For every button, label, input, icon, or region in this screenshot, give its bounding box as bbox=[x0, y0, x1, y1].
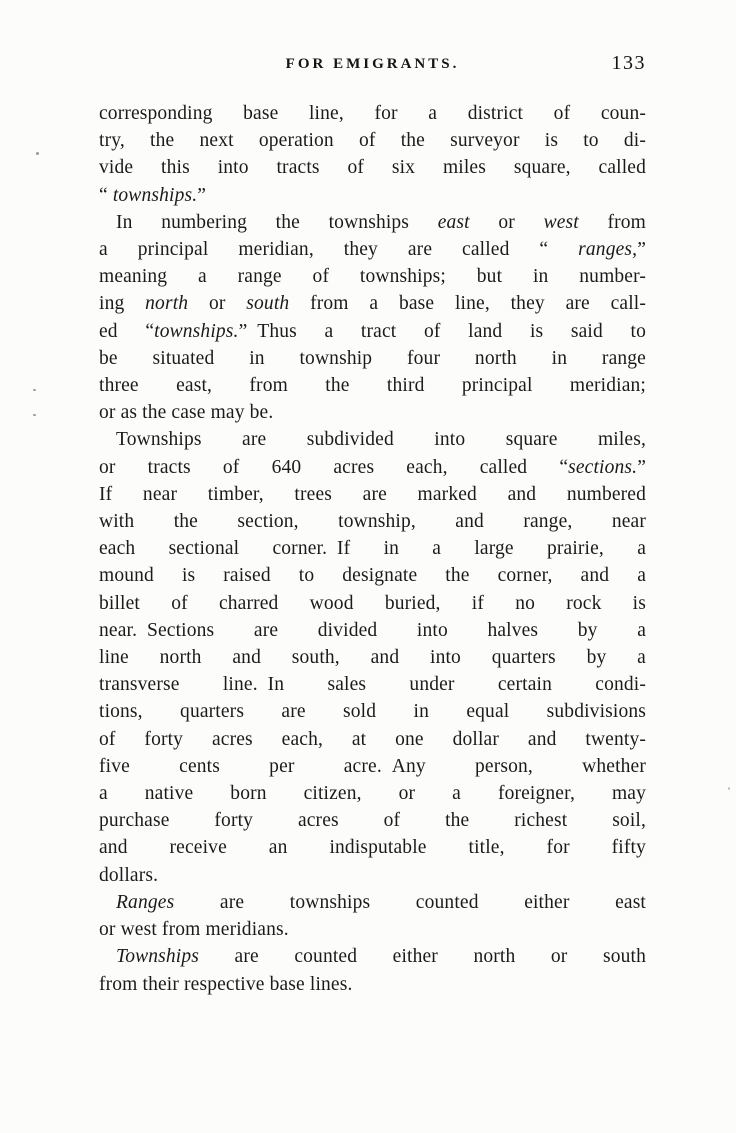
text-line bbox=[99, 780, 646, 807]
body-text: tions, quarters are sold in equal subdivisions bbox=[99, 701, 646, 723]
text-line bbox=[99, 834, 646, 861]
paragraph bbox=[99, 209, 646, 427]
body-text: of forty acres each, at one dollar and twenty- bbox=[99, 728, 646, 750]
text-line bbox=[99, 481, 646, 508]
body-text: a principal meridian, they are called “ bbox=[99, 239, 579, 261]
body-text: vide this into tracts of six miles square, called bbox=[99, 157, 646, 179]
page-number: 133 bbox=[611, 52, 646, 74]
body-text: or west from meridians. bbox=[99, 919, 289, 941]
body-text: meaning a range of townships; but in number- bbox=[99, 266, 646, 288]
body-text: purchase forty acres of the richest soil, bbox=[99, 810, 646, 832]
italic-text: townships. bbox=[154, 320, 239, 342]
text-line bbox=[99, 753, 646, 780]
text-line bbox=[99, 698, 646, 725]
body-text: dollars. bbox=[99, 864, 159, 886]
body-text: each sectional corner. If in a large prairie, a bbox=[99, 538, 646, 560]
text-line bbox=[99, 426, 646, 453]
body-text: ing bbox=[99, 293, 146, 315]
text-line bbox=[99, 671, 646, 698]
body-text: line north and south, and into quarters by a bbox=[99, 647, 646, 669]
text-line bbox=[99, 617, 646, 644]
body-text: from bbox=[578, 211, 646, 233]
text-line bbox=[99, 862, 646, 889]
italic-text: south bbox=[246, 293, 290, 315]
italic-text: ranges, bbox=[578, 239, 638, 261]
text-line bbox=[99, 644, 646, 671]
italic-text: Townships bbox=[116, 946, 200, 968]
body-text: are counted either north or south bbox=[199, 946, 646, 968]
body-text: ” bbox=[637, 456, 646, 478]
text-line bbox=[99, 372, 646, 399]
body-text: ” bbox=[637, 239, 646, 261]
text-line bbox=[99, 562, 646, 589]
page-body bbox=[99, 100, 646, 998]
body-text: five cents per acre. Any person, whether bbox=[99, 755, 646, 777]
text-line bbox=[99, 889, 646, 916]
body-text: from their respective base lines. bbox=[99, 973, 353, 995]
scan-speckle bbox=[33, 389, 36, 391]
text-line bbox=[99, 916, 646, 943]
text-line bbox=[99, 290, 646, 317]
body-text: If near timber, trees are marked and numbered bbox=[99, 483, 646, 505]
body-text: from a base line, they are call- bbox=[289, 293, 646, 315]
body-text: mound is raised to designate the corner, and a bbox=[99, 565, 646, 587]
text-line bbox=[99, 971, 646, 998]
body-text: corresponding base line, for a district of coun- bbox=[99, 103, 646, 124]
text-line bbox=[99, 535, 646, 562]
body-text: “ bbox=[99, 184, 113, 206]
body-text: or tracts of 640 acres each, called “ bbox=[99, 456, 569, 478]
text-line bbox=[99, 508, 646, 535]
text-line bbox=[99, 943, 646, 970]
paragraph bbox=[99, 889, 646, 943]
italic-text: east bbox=[437, 211, 470, 233]
text-line bbox=[99, 726, 646, 753]
body-text: with the section, township, and range, near bbox=[99, 511, 646, 533]
italic-text: north bbox=[145, 293, 189, 315]
scan-speckle bbox=[33, 414, 36, 416]
scan-speckle bbox=[728, 787, 730, 790]
italic-text: townships. bbox=[112, 184, 198, 206]
text-line bbox=[99, 590, 646, 617]
body-text: ed “ bbox=[99, 320, 155, 342]
body-text: or as the case may be. bbox=[99, 402, 274, 424]
paragraph bbox=[99, 943, 646, 997]
body-text: three east, from the third principal meridian; bbox=[99, 375, 646, 397]
text-line bbox=[99, 100, 646, 127]
body-text: and receive an indisputable title, for fifty bbox=[99, 837, 646, 859]
text-line bbox=[99, 454, 646, 481]
body-text: In numbering the townships bbox=[116, 211, 438, 233]
body-text: try, the next operation of the surveyor is to di- bbox=[99, 130, 646, 152]
text-line bbox=[99, 807, 646, 834]
paragraph bbox=[99, 100, 646, 209]
body-text: or bbox=[188, 293, 247, 315]
text-line bbox=[99, 182, 646, 209]
body-text: Townships are subdivided into square miles, bbox=[116, 429, 646, 451]
body-text: transverse line. In sales under certain condi- bbox=[99, 674, 646, 696]
paragraph bbox=[99, 426, 646, 888]
body-text: ” Thus a tract of land is said to bbox=[238, 320, 646, 342]
text-line bbox=[99, 263, 646, 290]
text-line bbox=[99, 127, 646, 154]
body-text: ” bbox=[197, 184, 207, 206]
text-line bbox=[99, 209, 646, 236]
body-text: be situated in township four north in range bbox=[99, 347, 646, 369]
body-text: near. Sections are divided into halves by a bbox=[99, 619, 646, 641]
text-line bbox=[99, 399, 646, 426]
text-line bbox=[99, 154, 646, 181]
italic-text: sections. bbox=[568, 456, 638, 478]
text-line bbox=[99, 345, 646, 372]
running-title: FOR EMIGRANTS. bbox=[285, 56, 460, 72]
body-text: are townships counted either east bbox=[174, 891, 646, 913]
italic-text: west bbox=[543, 211, 579, 233]
body-text: a native born citizen, or a foreigner, may bbox=[99, 783, 646, 805]
scan-speckle bbox=[36, 152, 39, 155]
page-header bbox=[99, 52, 646, 80]
body-text: or bbox=[469, 211, 544, 233]
text-line bbox=[99, 318, 646, 345]
text-line bbox=[99, 236, 646, 263]
body-text: billet of charred wood buried, if no rock is bbox=[99, 592, 646, 614]
italic-text: Ranges bbox=[116, 891, 175, 913]
